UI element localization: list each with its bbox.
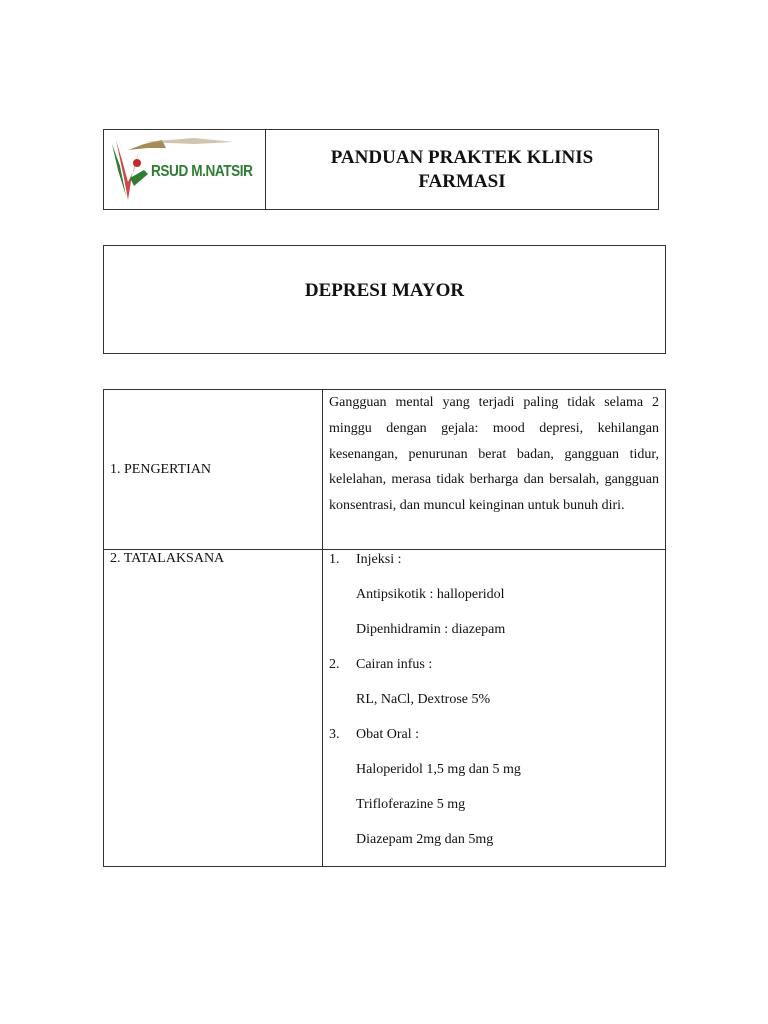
list-number: 3. — [329, 727, 340, 742]
definition-text: Gangguan mental yang terjadi paling tidak selama 2 minggu dengan gejala: mood depresi, kehilangan kesenangan, penurunan berat badan, gangguan tidur, kelelahan, merasa tidak berharga dan bersalah, gangguan konsentrasi, dan muncul keinginan untuk bunuh diri. — [329, 395, 659, 514]
row-label: 1. PENGERTIAN — [104, 390, 323, 550]
list-item-text: Cairan infus : — [356, 657, 433, 672]
list-item-text: Dipenhidramin : diazepam — [356, 622, 506, 637]
list-item — [329, 551, 659, 586]
guideline-table — [103, 389, 666, 867]
list-item — [329, 586, 659, 621]
list-item-text: Haloperidol 1,5 mg dan 5 mg — [356, 762, 521, 777]
topic-title: DEPRESI MAYOR — [304, 280, 465, 301]
logo-text: RSUD M.NATSIR — [151, 163, 253, 180]
list-item — [329, 831, 659, 866]
hospital-logo — [104, 130, 266, 209]
table-row — [104, 550, 666, 867]
list-item — [329, 761, 659, 796]
list-item — [329, 796, 659, 831]
list-item-text: RL, NaCl, Dextrose 5% — [356, 692, 491, 707]
list-item-text: Injeksi : — [356, 552, 402, 567]
document-header — [103, 129, 659, 210]
definition-cell — [323, 390, 666, 550]
document-title — [266, 130, 658, 209]
topic-box — [103, 245, 666, 354]
treatment-list — [329, 551, 659, 866]
list-item — [329, 691, 659, 726]
list-number: 1. — [329, 552, 340, 567]
list-number: 2. — [329, 657, 340, 672]
treatment-cell — [323, 550, 666, 867]
list-item — [329, 621, 659, 656]
list-item-text: Antipsikotik : halloperidol — [356, 587, 505, 602]
list-item-text: Diazepam 2mg dan 5mg — [356, 832, 494, 847]
table-row — [104, 390, 666, 550]
list-item — [329, 656, 659, 691]
list-item-text: Obat Oral : — [356, 727, 419, 742]
title-line-2: FARMASI — [418, 170, 506, 192]
title-line-1: PANDUAN PRAKTEK KLINIS — [330, 146, 594, 168]
list-item — [329, 726, 659, 761]
list-item-text: Trifloferazine 5 mg — [356, 797, 466, 812]
row-label: 2. TATALAKSANA — [104, 550, 323, 867]
